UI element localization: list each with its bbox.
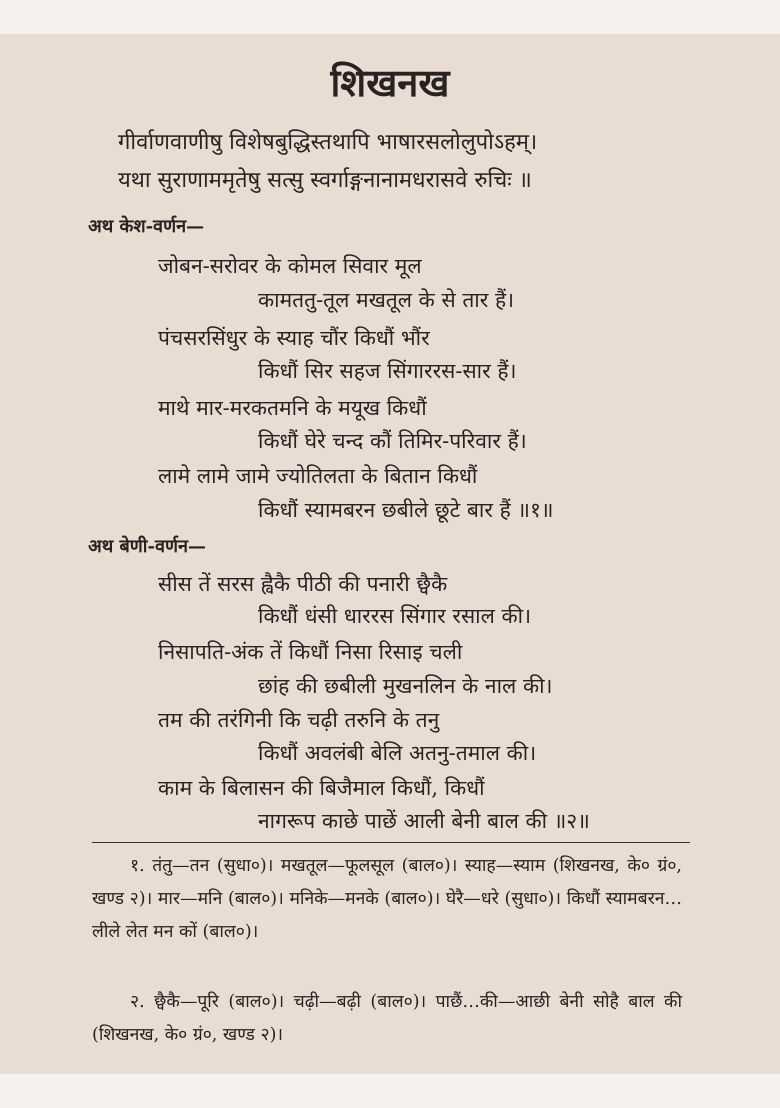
section-heading-beni: अथ बेणी-वर्णन— <box>88 536 206 557</box>
verse-line: माथे मार-मरकतमनि के मयूख किधौं <box>158 396 427 420</box>
section-heading-kesh: अथ केश-वर्णन— <box>88 216 205 237</box>
footnote-divider <box>92 842 690 843</box>
verse-line: किधौं धंसी धाररस सिंगार रसाल की। <box>258 604 532 628</box>
verse-line: तम की तरंगिनी कि चढ़ी तरुनि के तनु <box>158 708 440 732</box>
footnote-1: १. तंतु—तन (सुधा०)। मखतूल—फूलसूल (बाल०)। स्याह—स्याम (शिखनख, के० ग्रं०, खण्ड २)। मार—मनि (बाल०)। मनिके—मनके (बाल०)। घेरै—धरे (सुधा०)। किधौं स्यामबरन…लीले लेत मन कों (बाल०)। <box>92 856 682 942</box>
verse-line: कामततु-तूल मखतूल के से तार हैं। <box>258 288 515 312</box>
footnote-2: २. छ्वैकै—पूरि (बाल०)। चढ़ी—बढ़ी (बाल०)। पाछैं…की—आछी बेनी सोहै बाल की (शिखनख, के० ग्रं०, खण्ड २)। <box>92 992 682 1045</box>
verse-line: किधौं स्यामबरन छबीले छूटे बार हैं ॥१॥ <box>258 498 554 522</box>
verse-line: जोबन-सरोवर के कोमल सिवार मूल <box>158 254 422 278</box>
verse-line: सीस तें सरस ह्वैकै पीठी की पनारी छ्वैकै <box>158 572 448 596</box>
verse-line: पंचसरसिंधुर के स्याह चौंर किधौं भौंर <box>158 326 430 350</box>
shloka-line-1: गीर्वाणवाणीषु विशेषबुद्धिस्तथापि भाषारसलोलुपोऽहम्। <box>118 130 538 155</box>
verse-line: नागरूप काछे पाछें आली बेनी बाल की ॥२॥ <box>258 809 590 833</box>
verse-line: किधौं घेरे चन्द कौं तिमिर-परिवार हैं। <box>258 429 527 453</box>
verse-line: लामे लामे जामे ज्योतिलता के बितान किधौं <box>158 464 478 488</box>
book-page <box>0 34 780 1074</box>
verse-line: किधौं सिर सहज सिंगाररस-सार हैं। <box>258 359 517 383</box>
verse-line: छांह की छबीली मुखनलिन के नाल की। <box>258 674 553 698</box>
shloka-line-2: यथा सुराणाममृतेषु सत्सु स्वर्गाङ्गनानामधरासवे रुचिः ॥ <box>118 168 532 193</box>
verse-line: काम के बिलासन की बिजैमाल किधौं, किधौं <box>158 776 485 800</box>
verse-line: किधौं अवलंबी बेलि अतनु-तमाल की। <box>258 741 537 765</box>
verse-line: निसापति-अंक तें किधौं निसा रिसाइ चली <box>158 640 463 664</box>
page-title: शिखनख <box>330 60 450 105</box>
